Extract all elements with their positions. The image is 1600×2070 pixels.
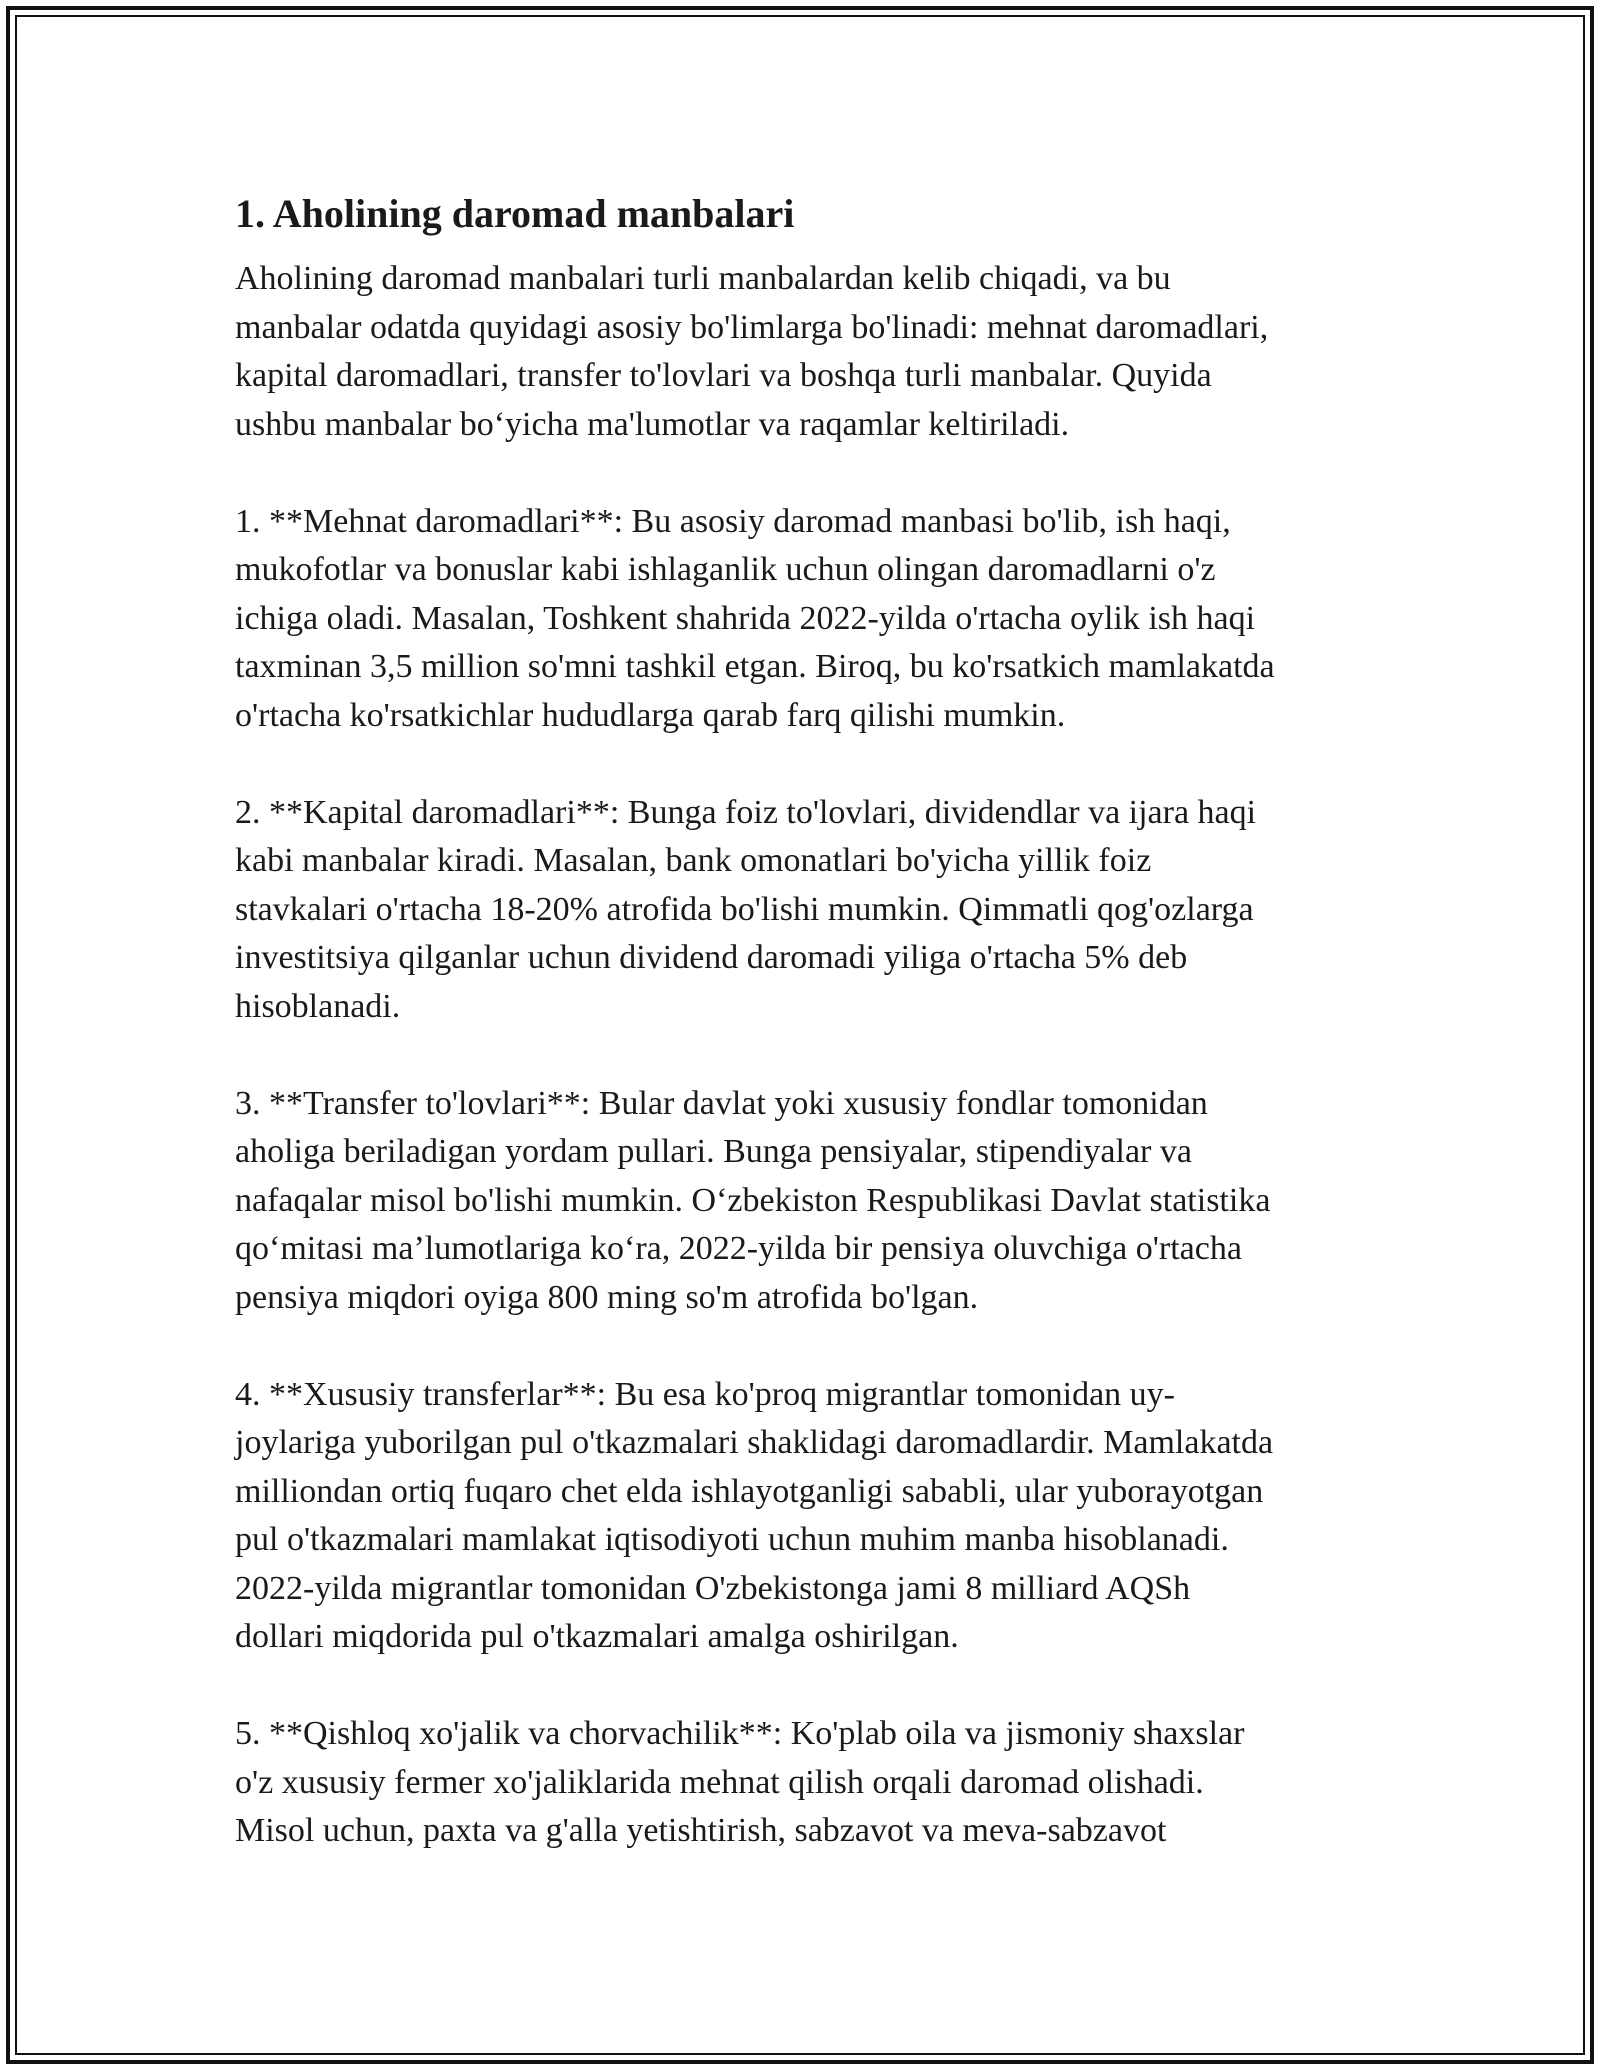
document-body <box>235 185 1365 1904</box>
paragraph-labor-income: 1. **Mehnat daromadlari**: Bu asosiy daromad manbasi bo'lib, ish haqi, mukofotlar va bonuslar kabi ishlaganlik uchun olingan daromadlarni o'z ichiga oladi. Masalan, Toshkent shahrida 2022-yilda o'rtacha oylik ish haqi taxminan 3,5 million so'mni tashkil etgan. Biroq, bu ko'rsatkich mamlakatda o'rtacha ko'rsatkichlar hududlarga qarab farq qilishi mumkin. <box>235 502 1275 734</box>
paragraph-transfer-payments: 3. **Transfer to'lovlari**: Bular davlat yoki xususiy fondlar tomonidan aholiga beriladigan yordam pullari. Bunga pensiyalar, stipendiyalar va nafaqalar misol bo'lishi mumkin. O‘zbekiston Respublikasi Davlat statistika qo‘mitasi ma’lumotlariga ko‘ra, 2022-yilda bir pensiya oluvchiga o'rtacha pensiya miqdori oyiga 800 ming so'm atrofida bo'lgan. <box>235 1084 1271 1316</box>
paragraph-agriculture: 5. **Qishloq xo'jalik va chorvachilik**: Ko'plab oila va jismoniy shaxslar o'z xususiy fermer xo'jaliklarida mehnat qilish orqali daromad olishadi. Misol uchun, paxta va g'alla yetishtirish, sabzavot va meva-sabzavot <box>235 1715 1245 1849</box>
document-title: 1. Aholining daromad manbalari <box>235 191 795 236</box>
paragraph-capital-income: 2. **Kapital daromadlari**: Bunga foiz to'lovlari, dividendlar va ijara haqi kabi manbalar kiradi. Masalan, bank omonatlari bo'yicha yillik foiz stavkalari o'rtacha 18-20% atrofida bo'lishi mumkin. Qimmatli qog'ozlarga investitsiya qilganlar uchun dividend daromadi yiliga o'rtacha 5% deb hisoblanadi. <box>235 793 1257 1025</box>
paragraph-intro: Aholining daromad manbalari turli manbalardan kelib chiqadi, va bu manbalar odatda quyidagi asosiy bo'limlarga bo'linadi: mehnat daromadlari, kapital daromadlari, transfer to'lovlari va boshqa turli manbalar. Quyida ushbu manbalar bo‘yicha ma'lumotlar va raqamlar keltiriladi. <box>235 260 1269 443</box>
paragraph-private-transfers: 4. **Xususiy transferlar**: Bu esa ko'proq migrantlar tomonidan uy- joylariga yuborilgan pul o'tkazmalari shaklidagi daromadlardir. Mamlakatda milliondan ortiq fuqaro chet elda ishlayotganligi sababli, ular yuborayotgan pul o'tkazmalari mamlakat iqtisodiyoti uchun muhim manba hisoblanadi. 2022-yilda migrantlar tomonidan O'zbekistonga jami 8 milliard AQSh dollari miqdorida pul o'tkazmalari amalga oshirilgan. <box>235 1375 1274 1655</box>
